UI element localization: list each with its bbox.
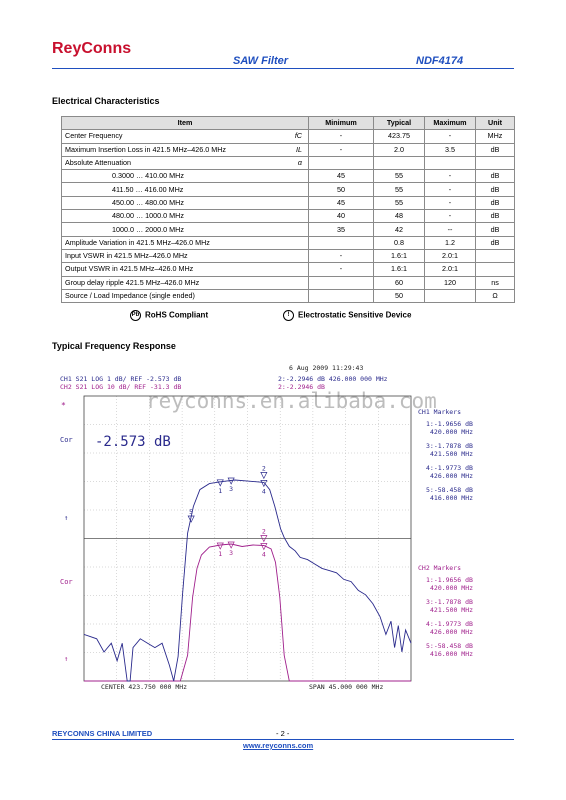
cell-min: 50 <box>309 183 374 196</box>
cell-typ: 1.6:1 <box>374 249 425 262</box>
cell-symbol <box>286 249 308 262</box>
plot-up-arrow-1: ↑ <box>64 514 69 522</box>
spec-table-row <box>62 276 515 289</box>
cell-unit: dB <box>476 170 515 183</box>
cell-symbol <box>286 223 308 236</box>
marker-entry-frequency: 421.500 MHz <box>430 606 474 614</box>
cell-unit <box>476 263 515 276</box>
cell-min <box>309 156 374 169</box>
cell-item: Center Frequency <box>62 130 287 143</box>
cell-max: - <box>425 196 476 209</box>
spec-table-row <box>62 210 515 223</box>
plot-cor-label-1: Cor <box>60 436 73 444</box>
col-header-typ: Typical <box>374 117 425 130</box>
cell-max: - <box>425 170 476 183</box>
cell-item: 1000.0 … 2000.0 MHz <box>62 223 287 236</box>
cell-unit: Ω <box>476 289 515 302</box>
cell-min: 35 <box>309 223 374 236</box>
cell-typ <box>374 156 425 169</box>
plot-center-freq: CENTER 423.750 000 MHz <box>101 683 188 691</box>
marker-number: 1 <box>218 550 223 558</box>
cell-max: -- <box>425 223 476 236</box>
marker-number: 4 <box>261 487 266 496</box>
marker-entry-frequency: 420.000 MHz <box>430 428 474 436</box>
cell-item: 480.00 … 1000.0 MHz <box>62 210 287 223</box>
ch2-markers-title: CH2 Markers <box>418 564 462 572</box>
cell-unit: MHz <box>476 130 515 143</box>
rohs-label: RoHS Compliant <box>145 310 209 320</box>
plot-ref-readout: -2.573 dB <box>95 434 171 450</box>
cell-unit <box>476 249 515 262</box>
footer-page-number: - 2 - <box>276 729 290 738</box>
header-subtitle: SAW Filter <box>233 55 289 67</box>
spec-table-row <box>62 236 515 249</box>
cell-item: Source / Load Impedance (single ended) <box>62 289 287 302</box>
cell-typ: 2.0 <box>374 143 425 156</box>
cell-symbol: fC <box>286 130 308 143</box>
cell-item: 450.00 … 480.00 MHz <box>62 196 287 209</box>
cell-symbol <box>286 170 308 183</box>
esd-label: Electrostatic Sensitive Device <box>298 310 412 320</box>
cell-unit: dB <box>476 183 515 196</box>
cell-item: Input VSWR in 421.5 MHz–426.0 MHz <box>62 249 287 262</box>
plot-marker-readout-2: 2:-2.2946 dB <box>278 383 325 391</box>
cell-min <box>309 289 374 302</box>
marker-number: 1 <box>218 486 223 495</box>
marker-entry-frequency: 426.000 MHz <box>430 472 474 480</box>
cell-typ: 0.8 <box>374 236 425 249</box>
marker-number: 3 <box>229 485 234 493</box>
cell-item: Absolute Attenuation <box>62 156 287 169</box>
plot-ch2-settings: CH2 S21 LOG 10 dB/ REF -31.3 dB <box>60 383 182 391</box>
section-title-response: Typical Frequency Response <box>52 341 176 351</box>
marker-entry-label: 3:-1.7878 dB <box>426 442 473 450</box>
plot-marker-readout-1: 2:-2.2946 dB 426.000 000 MHz <box>278 375 388 383</box>
ch1-markers-title: CH1 Markers <box>418 408 462 416</box>
cell-symbol <box>286 263 308 276</box>
marker-number: 2 <box>261 464 266 473</box>
cell-max: 2.0:1 <box>425 263 476 276</box>
cell-item: 0.3000 … 410.00 MHz <box>62 170 287 183</box>
cell-min: 45 <box>309 170 374 183</box>
cell-typ: 50 <box>374 289 425 302</box>
frequency-response-plot <box>56 360 486 695</box>
footer-divider <box>52 739 514 740</box>
cell-min: - <box>309 143 374 156</box>
cell-symbol <box>286 276 308 289</box>
spec-table-row <box>62 143 515 156</box>
marker-entry-frequency: 420.000 MHz <box>430 584 474 592</box>
cell-typ: 48 <box>374 210 425 223</box>
marker-entry-label: 3:-1.7878 dB <box>426 598 473 606</box>
col-header-item: Item <box>62 117 309 130</box>
marker-entry-label: 1:-1.9656 dB <box>426 576 473 584</box>
cell-typ: 1.6:1 <box>374 263 425 276</box>
marker-entry-label: 5:-58.458 dB <box>426 642 473 650</box>
esd-exclamation-icon: ! <box>283 310 294 321</box>
cell-min <box>309 276 374 289</box>
cell-item: Maximum Insertion Loss in 421.5 MHz–426.0 MHz <box>62 143 287 156</box>
plot-datetime: 6 Aug 2009 11:29:43 <box>289 364 364 372</box>
rohs-compliant <box>130 310 208 321</box>
cell-symbol <box>286 196 308 209</box>
spec-table-row <box>62 156 515 169</box>
cell-symbol: IL <box>286 143 308 156</box>
marker-entry-label: 4:-1.9773 dB <box>426 464 473 472</box>
cell-max: 1.2 <box>425 236 476 249</box>
marker-entry-frequency: 426.000 MHz <box>430 628 474 636</box>
footer-company: REYCONNS CHINA LIMITED <box>52 729 153 738</box>
cell-min: 45 <box>309 196 374 209</box>
marker-number: 5 <box>189 508 194 516</box>
marker-number: 2 <box>261 527 266 536</box>
cell-unit: dB <box>476 210 515 223</box>
cell-min <box>309 236 374 249</box>
col-header-min: Minimum <box>309 117 374 130</box>
spec-table-row <box>62 263 515 276</box>
cell-item: Group delay ripple 421.5 MHz–426.0 MHz <box>62 276 287 289</box>
footer-website-link[interactable]: www.reyconns.com <box>243 741 314 750</box>
cell-typ: 60 <box>374 276 425 289</box>
section-title-electrical: Electrical Characteristics <box>52 96 160 106</box>
plot-span: SPAN 45.000 000 MHz <box>309 683 384 691</box>
marker-entry-label: 4:-1.9773 dB <box>426 620 473 628</box>
cell-min: - <box>309 249 374 262</box>
marker-entry-frequency: 416.000 MHz <box>430 650 474 658</box>
cell-typ: 42 <box>374 223 425 236</box>
cell-symbol <box>286 183 308 196</box>
spec-table-header <box>62 117 515 130</box>
marker-entry-frequency: 416.000 MHz <box>430 494 474 502</box>
cell-typ: 55 <box>374 196 425 209</box>
cell-min: - <box>309 263 374 276</box>
cell-unit: dB <box>476 223 515 236</box>
spec-table <box>61 116 515 303</box>
marker-entry-label: 5:-58.458 dB <box>426 486 473 494</box>
spec-table-row <box>62 223 515 236</box>
cell-typ: 423.75 <box>374 130 425 143</box>
plot-star: * <box>61 401 66 410</box>
cell-unit <box>476 156 515 169</box>
spec-table-row <box>62 249 515 262</box>
spec-table-row <box>62 196 515 209</box>
cell-max <box>425 289 476 302</box>
plot-cor-label-2: Cor <box>60 578 73 586</box>
spec-table-row <box>62 183 515 196</box>
marker-entry-frequency: 421.500 MHz <box>430 450 474 458</box>
marker-number: 3 <box>229 549 234 557</box>
cell-item: Amplitude Variation in 421.5 MHz–426.0 MHz <box>62 236 287 249</box>
cell-unit: ns <box>476 276 515 289</box>
esd-warning <box>283 310 411 321</box>
spec-table-row <box>62 289 515 302</box>
cell-min: - <box>309 130 374 143</box>
cell-max <box>425 156 476 169</box>
cell-max: 3.5 <box>425 143 476 156</box>
company-logo: ReyConns <box>52 40 132 57</box>
cell-symbol <box>286 210 308 223</box>
cell-typ: 55 <box>374 183 425 196</box>
plot-ch1-settings: CH1 S21 LOG 1 dB/ REF -2.573 dB <box>60 375 182 383</box>
header-part-number: NDF4174 <box>416 55 464 67</box>
col-header-max: Maximum <box>425 117 476 130</box>
marker-entry-label: 1:-1.9656 dB <box>426 420 473 428</box>
cell-max: 120 <box>425 276 476 289</box>
col-header-unit: Unit <box>476 117 515 130</box>
cell-max: 2.0:1 <box>425 249 476 262</box>
cell-unit: dB <box>476 143 515 156</box>
plot-watermark: reyconns.en.alibaba.com <box>146 389 437 413</box>
cell-item: Output VSWR in 421.5 MHz–426.0 MHz <box>62 263 287 276</box>
cell-symbol <box>286 289 308 302</box>
plot-up-arrow-2: ↑ <box>64 655 69 663</box>
cell-symbol <box>286 236 308 249</box>
cell-min: 40 <box>309 210 374 223</box>
cell-max: - <box>425 130 476 143</box>
cell-symbol: α <box>286 156 308 169</box>
cell-unit: dB <box>476 196 515 209</box>
cell-item: 411.50 … 416.00 MHz <box>62 183 287 196</box>
cell-typ: 55 <box>374 170 425 183</box>
rohs-pb-icon: Pb <box>130 310 141 321</box>
spec-table-row <box>62 170 515 183</box>
cell-max: - <box>425 210 476 223</box>
cell-unit: dB <box>476 236 515 249</box>
marker-number: 4 <box>261 550 266 559</box>
header-divider <box>52 68 514 69</box>
cell-max: - <box>425 183 476 196</box>
spec-table-row <box>62 130 515 143</box>
